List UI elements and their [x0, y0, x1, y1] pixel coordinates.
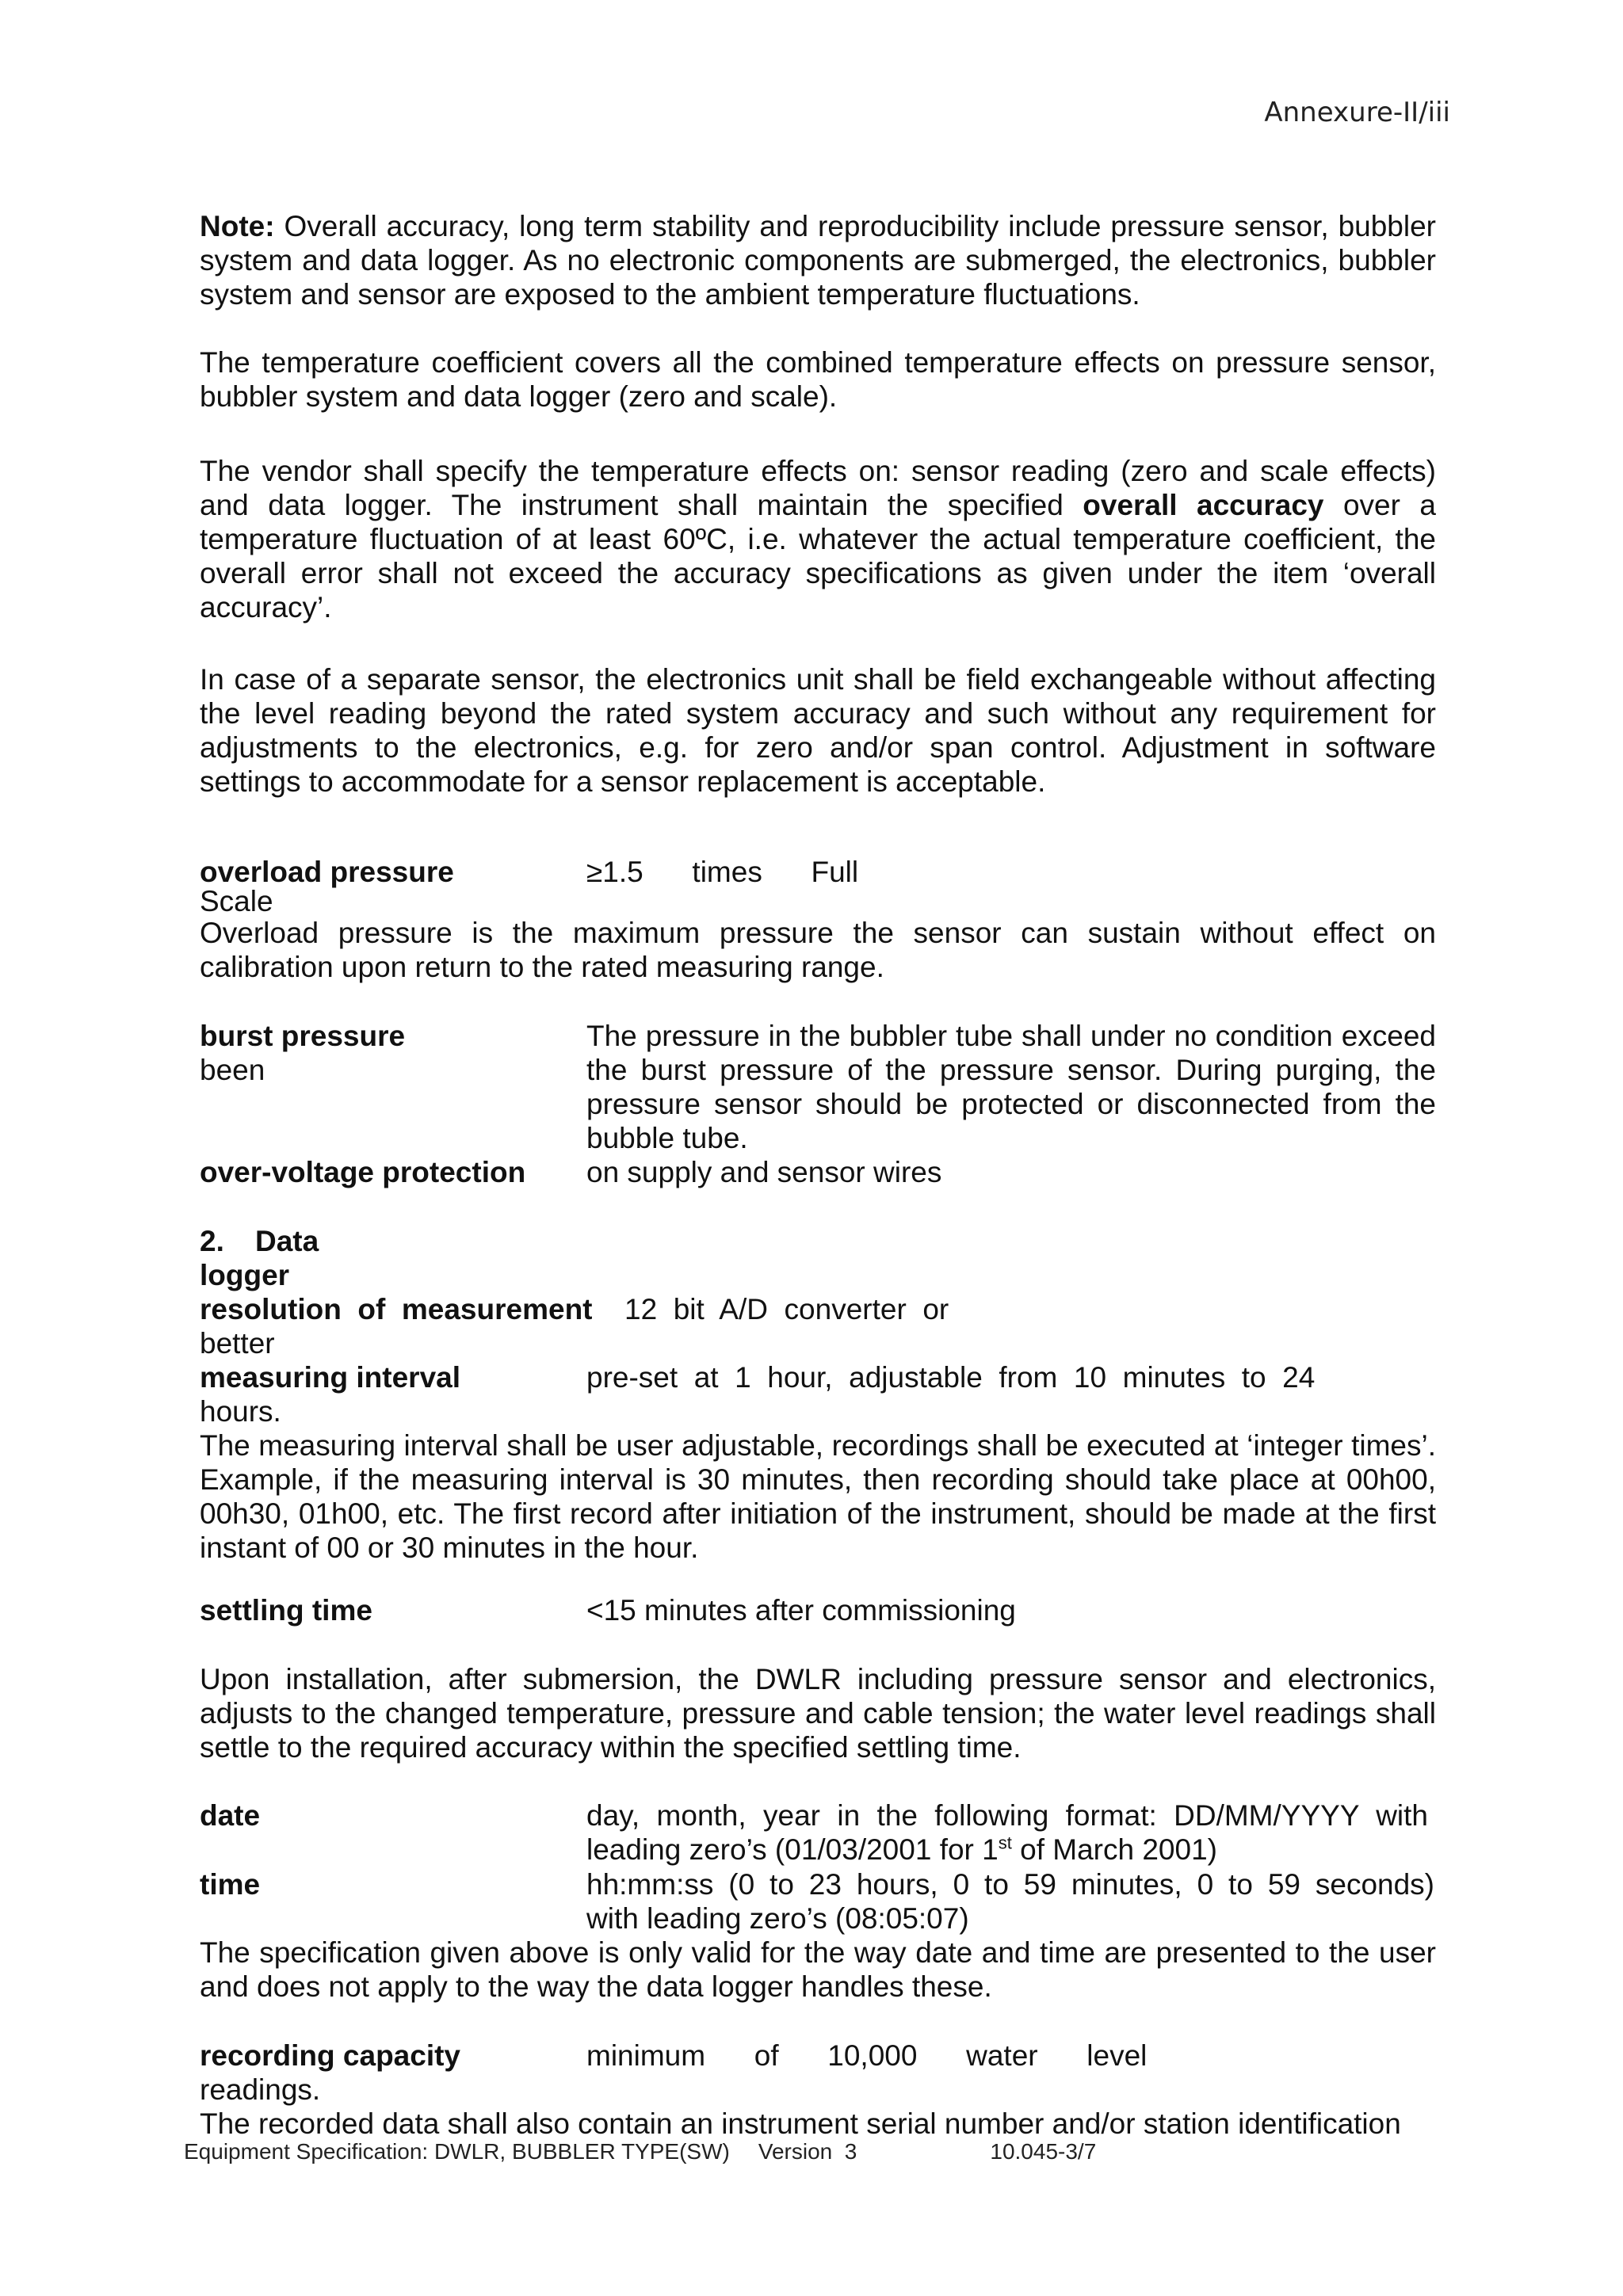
footer-version: Version 3 [758, 2139, 857, 2164]
date-value-superscript: st [998, 1833, 1012, 1853]
settling-time-label: settling time [200, 1594, 372, 1627]
note-paragraph [200, 209, 1436, 311]
settling-time-row [200, 1593, 1436, 1627]
overload-pressure-description: Overload pressure is the maximum pressure the sensor can sustain without effect on calibration upon return to the rated measuring range. [200, 917, 1436, 983]
measuring-interval-value: pre-set at 1 hour, adjustable from 10 minutes to 24 [586, 1361, 1316, 1394]
measuring-interval-row [200, 1360, 1436, 1428]
section-title-cont: logger [200, 1259, 290, 1291]
date-value-line2b: of March 2001) [1011, 1833, 1217, 1866]
section-2-heading [200, 1224, 1436, 1292]
over-voltage-value: on supply and sensor wires [586, 1156, 942, 1188]
burst-pressure-value: The pressure in the bubbler tube shall under no condition exceed the burst pressure of the pressure sensor. During purging, the pressure sensor should be protected or disconnected from the bubble tube. [586, 1020, 1436, 1154]
measuring-interval-label: measuring interval [200, 1361, 461, 1394]
date-row [200, 1798, 1436, 1867]
footer-spec: Equipment Specification: DWLR, BUBBLER TYPE(SW) [184, 2139, 730, 2164]
burst-pressure-label-cont: been [200, 1054, 265, 1086]
burst-pressure-label: burst pressure [200, 1020, 406, 1052]
time-label: time [200, 1868, 261, 1901]
page-footer [184, 2139, 1096, 2164]
time-description: The specification given above is only valid for the way date and time are presented to the user and does not apply to the way the data logger handles these. [200, 1936, 1436, 2003]
resolution-row [200, 1292, 1436, 1360]
date-label: date [200, 1799, 261, 1832]
date-value-line2 [586, 1833, 1436, 1867]
section-number: 2. [200, 1225, 224, 1257]
time-value-line1: hh:mm:ss (0 to 23 hours, 0 to 59 minutes, 0 to 59 seconds) [586, 1868, 1434, 1901]
note-text: Overall accuracy, long term stability and reproducibility include pressure sensor, bubbler system and data logger. As no electronic components are submerged, the electronics, bubbler system and sensor are exposed to the ambient temperature fluctuations. [200, 210, 1436, 311]
resolution-value-cont: better [200, 1327, 275, 1360]
footer-code: 10.045-3/7 [990, 2139, 1097, 2164]
time-value-line2: with leading zero’s (08:05:07) [586, 1902, 969, 1935]
annexure-header: Annexure-II/iii [1264, 97, 1450, 128]
recording-capacity-value-cont: readings. [200, 2073, 321, 2106]
temperature-coefficient-paragraph: The temperature coefficient covers all the combined temperature effects on pressure sensor, bubbler system and data logger (zero and scale). [200, 346, 1436, 413]
separate-sensor-paragraph: In case of a separate sensor, the electronics unit shall be field exchangeable without affecting the level reading beyond the rated system accuracy and such without any requirement for adjustments to the electronics, e.g. for zero and/or span control. Adjustment in software settings to accommodate for a sensor replacement is acceptable. [200, 663, 1436, 798]
settling-time-value: <15 minutes after commissioning [586, 1594, 1016, 1627]
over-voltage-row [200, 1155, 1436, 1189]
resolution-label: resolution of measurement [200, 1293, 593, 1325]
vendor-paragraph [200, 454, 1436, 624]
time-row [200, 1867, 1436, 1936]
overload-pressure-value: ≥1.5 times Full [586, 856, 859, 888]
overall-accuracy-bold: overall accuracy [1083, 489, 1324, 521]
date-value-line2a: leading zero’s (01/03/2001 for 1 [586, 1833, 999, 1866]
measuring-interval-description: The measuring interval shall be user adjustable, recordings shall be executed at ‘integer times’. Example, if the measuring interval is 30 minutes, then recording should take place at 00h00, 00h30, 01h00, etc. The first record after initiation of the instrument, should be made at the first instant of 00 or 30 minutes in the hour. [200, 1429, 1436, 1564]
recording-capacity-label: recording capacity [200, 2039, 461, 2072]
note-label: Note: [200, 210, 275, 242]
recording-capacity-row [200, 2039, 1436, 2107]
vendor-text-part1: The vendor shall specify the temperature effects on: sensor reading (zero and scale effects) and data logger. The instrument shall maintain the specified [200, 455, 1436, 521]
overload-pressure-value-cont: Scale [200, 885, 273, 917]
overload-pressure-label: overload pressure [200, 856, 454, 888]
recording-capacity-value: minimum of 10,000 water level [586, 2039, 1148, 2072]
overload-pressure-row [200, 855, 1436, 923]
burst-pressure-row [200, 1019, 1436, 1158]
resolution-value: 12 bit A/D converter or [624, 1293, 949, 1325]
measuring-interval-value-cont: hours. [200, 1395, 281, 1428]
section-title: Data [255, 1225, 319, 1257]
date-value-line1: day, month, year in the following format: DD/MM/YYYY with [586, 1799, 1428, 1832]
vendor-text-part2: over a temperature fluctuation of at least 60ºC, i.e. whatever the actual temperature coefficient, the overall error shall not exceed the accuracy specifications as given under the item ‘overall accuracy’. [200, 489, 1436, 624]
settling-time-description: Upon installation, after submersion, the DWLR including pressure sensor and electronics, adjusts to the changed temperature, pressure and cable tension; the water level readings shall settle to the required accuracy within the specified settling time. [200, 1663, 1436, 1764]
recording-capacity-description: The recorded data shall also contain an instrument serial number and/or station identification [200, 2107, 1401, 2140]
over-voltage-label: over-voltage protection [200, 1156, 526, 1188]
